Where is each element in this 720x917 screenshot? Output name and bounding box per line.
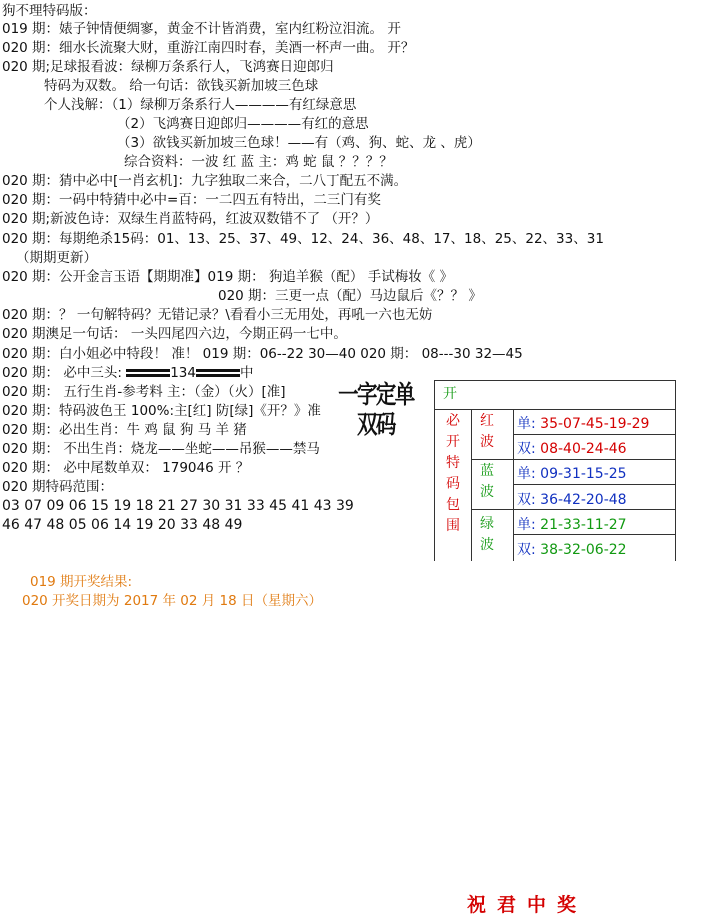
text-line: 综合资料：一波 红 蓝 主：鸡 蛇 鼠 ？？？？ xyxy=(124,154,393,170)
text-line: 020 期：一码中特猜中必中=百：一二四五有特出，二三门有奖 xyxy=(2,192,381,208)
text-line: 020 期;足球报看波：绿柳万条系行人，飞鸿赛日迎郎归 xyxy=(2,59,334,75)
text-line: 020 期： 五行生肖-参考料 主：（金）（火）[准] xyxy=(2,384,286,400)
range-numbers: 03 07 09 06 15 19 18 21 27 30 31 33 45 41 43 39 xyxy=(2,498,354,514)
table-row: 双: 08-40-24-46 xyxy=(517,441,627,457)
result-title: 019 期开奖结果: xyxy=(30,574,133,590)
table-head: 开 xyxy=(443,386,457,402)
draw-date: 020 开奖日期为 2017 年 02 月 18 日（星期六） xyxy=(22,593,323,609)
page-title: 狗不理特码版： xyxy=(2,3,97,19)
big-title: 一字定单双码 xyxy=(338,380,414,439)
text-line: （2）飞鸿赛日迎郎归————有红的意思 xyxy=(117,116,369,132)
table-row: 单: 35-07-45-19-29 xyxy=(517,416,650,432)
text-line: 特码为双数。 给一句话：欲钱买新加坡三色球 xyxy=(44,78,319,94)
text-line: （期期更新） xyxy=(16,250,97,266)
text-line: 020 期特码范围： xyxy=(2,479,114,495)
text-line: 020 期： 不出生肖：烧龙——坐蛇——吊猴——禁马 xyxy=(2,441,320,457)
side-label: 必 开 特 码 包 围 xyxy=(446,413,460,534)
three-heads-prefix: 020 期： 必中三头: xyxy=(2,365,122,381)
text-line: 020 期：三更一点（配）马边鼠后《？？ 》 xyxy=(218,288,482,304)
table-row: 单: 21-33-11-27 xyxy=(517,517,627,533)
text-line: 020 期：公开金言玉语【期期准】019 期： 狗追羊猴（配） 手试梅妆《 》 xyxy=(2,269,453,285)
bars-decoration xyxy=(196,367,240,379)
red-wave-label: 红 波 xyxy=(480,413,494,450)
range-numbers: 46 47 48 05 06 14 19 20 33 48 49 xyxy=(2,517,243,533)
text-line: 020 期： 必中尾数单双： 179046 开 ？ xyxy=(2,460,250,476)
bars-decoration xyxy=(126,367,170,379)
text-line: 019 期：婊子钟情便绸寥，黄金不计皆消费，室内红粉泣泪流。 开 xyxy=(2,21,401,37)
kill-numbers-line: 020 期：每期绝杀15码：01、13、25、37、49、12、24、36、48、17、18、25、22、33、31 xyxy=(2,231,604,247)
text-line: 020 期澳足一句话： 一头四尾四六边，今期正码一七中。 xyxy=(2,326,347,342)
three-heads-code: 134 xyxy=(170,365,196,381)
text-line: 020 期：白小姐必中特段！ 准！ 019 期：06--22 30—40 020 期： 08---30 32—45 xyxy=(2,346,523,362)
blue-wave-label: 蓝 波 xyxy=(480,463,494,500)
text-line: 020 期：必出生肖：牛 鸡 鼠 狗 马 羊 猪 xyxy=(2,422,247,438)
green-wave-label: 绿 波 xyxy=(480,516,494,553)
text-line: 020 期：特码波色王 100%:主[红] 防[绿]《开？》准 xyxy=(2,403,321,419)
text-line: 020 期：细水长流聚大财，重游江南四时春，美酒一杯声一曲。 开？ xyxy=(2,40,415,56)
table-row: 双: 38-32-06-22 xyxy=(517,542,627,558)
wishes-text: 祝君中奖 xyxy=(467,894,588,916)
table-row: 双: 36-42-20-48 xyxy=(517,492,627,508)
table-row: 单: 09-31-15-25 xyxy=(517,466,627,482)
text-line: 020 期;新波色诗：双绿生肖蓝特码，红波双数错不了 （开？） xyxy=(2,211,379,227)
three-heads-suffix: 中 xyxy=(239,365,254,381)
text-line: （3）欲钱买新加坡三色球！——有（鸡、狗、蛇、龙 、虎） xyxy=(117,135,481,151)
text-line: 020 期：？ 一句解特码？无错记录？\看看小三无用处，再吼一六也无妨 xyxy=(2,307,433,323)
text-line: 020 期：猜中必中[一肖玄机]：九字独取二来合，二八丁配五不满。 xyxy=(2,173,408,189)
three-heads-line xyxy=(2,364,253,382)
text-line: 个人浅解：（1）绿柳万条系行人————有红绿意思 xyxy=(44,97,357,113)
wave-table xyxy=(434,380,676,561)
